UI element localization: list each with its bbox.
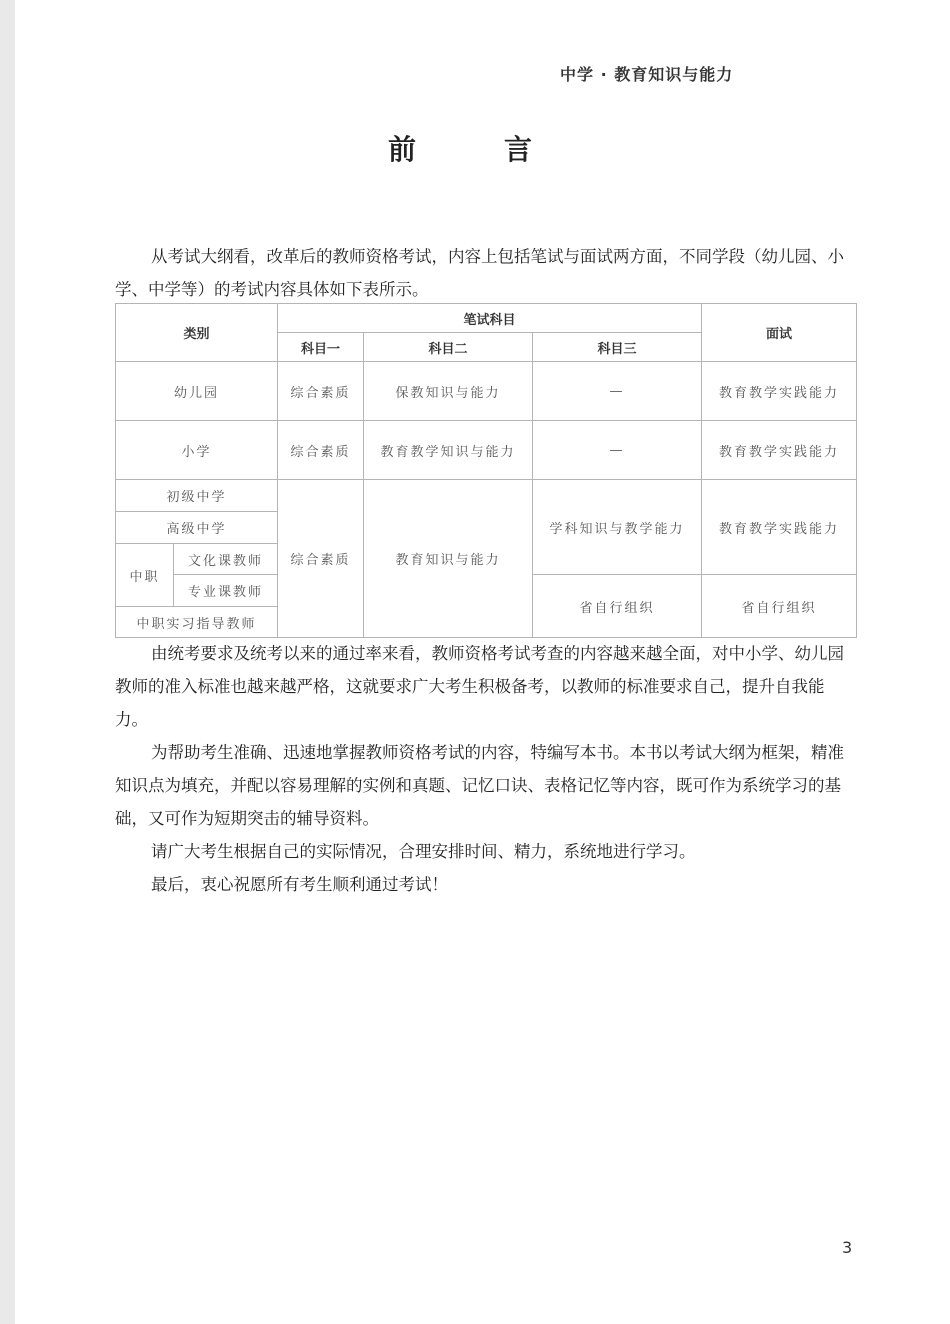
header-category: 类别 [116,304,278,362]
primary-interview: 教育教学实践能力 [702,421,857,480]
header-interview: 面试 [702,304,857,362]
secondary-subject-1: 综合素质 [278,480,364,638]
header-subject-2: 科目二 [364,333,533,362]
page-number: 3 [842,1238,853,1257]
category-kindergarten: 幼儿园 [116,362,278,421]
closing-paragraph: 最后，衷心祝愿所有考生顺利通过考试！ [151,875,448,894]
category-vocational: 中职 [116,544,174,607]
body-paragraph: 请广大考生根据自己的实际情况，合理安排时间、精力，系统地进行学习。 [151,842,696,861]
table-row-junior [116,480,857,512]
page-edge-strip [0,0,15,1324]
secondary-interview: 教育教学实践能力 [702,480,857,575]
kindergarten-subject-3: — [533,362,702,421]
table-row-kindergarten [116,362,857,421]
header-subject-1: 科目一 [278,333,364,362]
intro-paragraph: 从考试大纲看，改革后的教师资格考试，内容上包括笔试与面试两方面，不同学段（幼儿园、小学、中学等）的考试内容具体如下表所示。 [115,247,844,299]
primary-subject-3: — [533,421,702,480]
category-junior-high: 初级中学 [116,480,278,512]
kindergarten-subject-2: 保教知识与能力 [364,362,533,421]
table-row-primary [116,421,857,480]
specialty-interview: 省自行组织 [702,575,857,638]
kindergarten-subject-1: 综合素质 [278,362,364,421]
primary-subject-1: 综合素质 [278,421,364,480]
exam-subjects-table [115,303,857,638]
table-header-row [116,304,857,333]
secondary-subject-3: 学科知识与教学能力 [533,480,702,575]
category-senior-high: 高级中学 [116,512,278,544]
running-header: 中学 · 教育知识与能力 [560,65,734,84]
body-paragraph: 为帮助考生准确、迅速地掌握教师资格考试的内容，特编写本书。本书以考试大纲为框架，精准知识点为填充，并配以容易理解的实例和真题、记忆口诀、表格记忆等内容，既可作为系统学习的基础，又可作为短期突击的辅导资料。 [115,743,844,828]
kindergarten-interview: 教育教学实践能力 [702,362,857,421]
category-culture-teacher: 文化课教师 [174,544,278,575]
category-primary: 小学 [116,421,278,480]
header-written-exam: 笔试科目 [278,304,702,333]
specialty-subject-3: 省自行组织 [533,575,702,638]
category-specialty-teacher: 专业课教师 [174,575,278,607]
category-practice-instructor: 中职实习指导教师 [116,607,278,638]
primary-subject-2: 教育教学知识与能力 [364,421,533,480]
header-subject-3: 科目三 [533,333,702,362]
page-title: 前 言 [387,133,562,166]
body-paragraph: 由统考要求及统考以来的通过率来看，教师资格考试考查的内容越来越全面，对中小学、幼儿园教师的准入标准也越来越严格，这就要求广大考生积极备考，以教师的标准要求自己，提升自我能力。 [115,644,844,729]
secondary-subject-2: 教育知识与能力 [364,480,533,638]
